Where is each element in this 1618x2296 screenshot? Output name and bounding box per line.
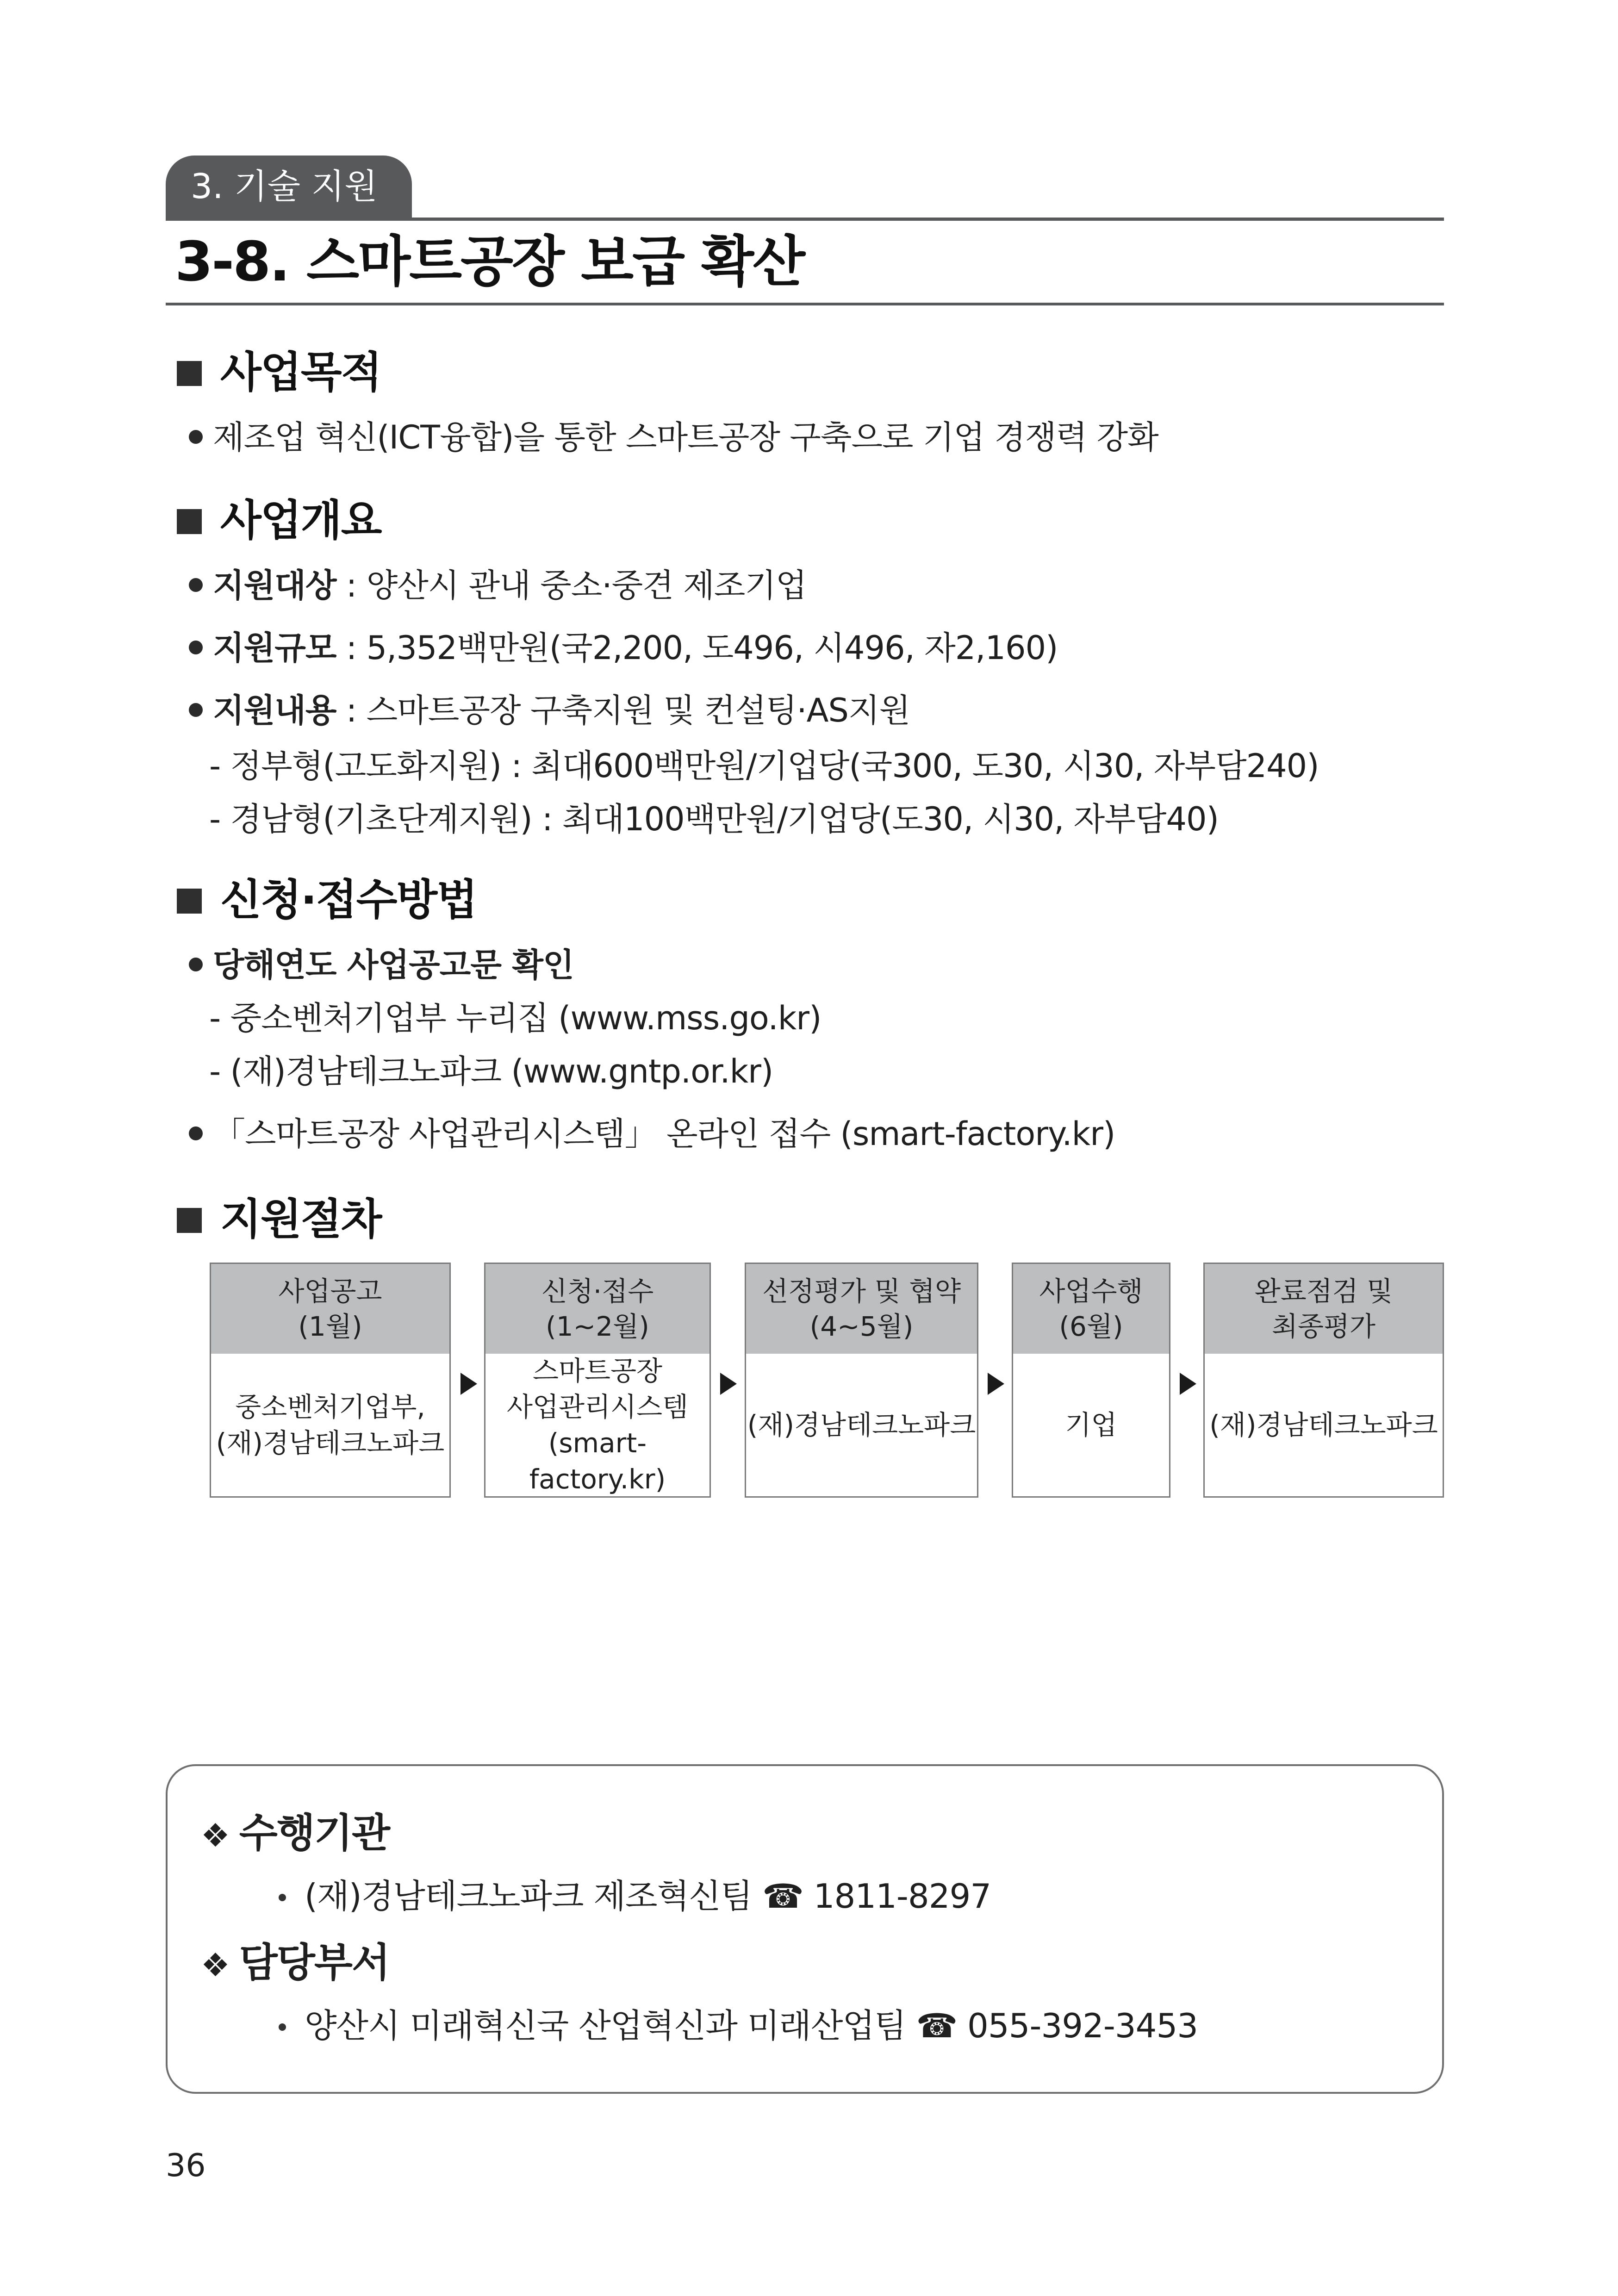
step-period: 최종평가 xyxy=(1271,1311,1376,1342)
page-title: 3-8. 스마트공장 보급 확산 xyxy=(175,230,804,293)
step-org: 기업 xyxy=(1065,1409,1117,1441)
bullet-dot-icon xyxy=(279,1894,286,1901)
process-step-header xyxy=(1205,1264,1443,1354)
process-step-header xyxy=(485,1264,709,1354)
arrow-right-icon xyxy=(988,1373,1004,1395)
apply-bullet-notice xyxy=(189,940,574,990)
overview-content xyxy=(189,685,910,736)
step-title: 사업공고 xyxy=(278,1276,382,1307)
chapter-tab: 3. 기술 지원 xyxy=(166,156,412,218)
overview-sub-gyeongnam: - 경남형(기초단계지원) : 최대100백만원/기업당(도30, 시30, 자부담40) xyxy=(209,800,1219,838)
process-step-2 xyxy=(484,1263,711,1498)
purpose-item xyxy=(189,412,1158,463)
apply-online-text: 「스마트공장 사업관리시스템」 온라인 접수 (smart-factory.kr) xyxy=(213,1115,1115,1153)
bullet-dot-icon xyxy=(189,578,203,592)
org-contact-text: (재)경남테크노파크 제조혁신팀 ☎ 1811-8297 xyxy=(305,1877,991,1916)
diamond-cluster-icon: ❖ xyxy=(201,1817,229,1854)
org-contact-line xyxy=(279,1871,991,1922)
arrow-right-icon xyxy=(461,1373,477,1395)
title-bottom-rule xyxy=(166,303,1444,305)
step-period: (6월) xyxy=(1059,1311,1123,1342)
step-title: 사업수행 xyxy=(1039,1276,1143,1307)
section-purpose-title: 사업목적 xyxy=(220,348,381,397)
section-overview-heading xyxy=(177,493,381,548)
overview-content-value: : 스마트공장 구축지원 및 컨설팅·AS지원 xyxy=(336,691,910,729)
section-apply-heading xyxy=(177,872,477,928)
overview-target-value: : 양산시 관내 중소·중견 제조기업 xyxy=(336,566,807,604)
overview-target xyxy=(189,560,807,611)
process-step-header xyxy=(1013,1264,1169,1354)
square-bullet-icon xyxy=(177,509,202,534)
section-overview-title: 사업개요 xyxy=(220,496,381,545)
process-step-body xyxy=(485,1354,709,1496)
apply-bullet-online xyxy=(189,1108,1115,1159)
square-bullet-icon xyxy=(177,889,202,914)
step-org: (재)경남테크노파크 xyxy=(747,1409,976,1441)
process-step-body xyxy=(211,1354,449,1496)
apply-notice-text: 당해연도 사업공고문 확인 xyxy=(213,946,574,984)
apply-sub-mss: - 중소벤처기업부 누리집 (www.mss.go.kr) xyxy=(209,999,821,1037)
process-step-body xyxy=(1013,1354,1169,1496)
process-step-body xyxy=(746,1354,977,1496)
step-org: 중소벤처기업부, xyxy=(235,1391,425,1423)
overview-scale xyxy=(189,622,1058,673)
step-org: 사업관리시스템 xyxy=(506,1391,689,1423)
bullet-dot-icon xyxy=(189,958,203,971)
section-process-heading xyxy=(177,1192,381,1247)
org-heading xyxy=(201,1808,389,1859)
apply-sub-gntp: - (재)경남테크노파크 (www.gntp.or.kr) xyxy=(209,1052,773,1090)
bullet-dot-icon xyxy=(189,703,203,717)
dept-contact-line xyxy=(279,2000,1198,2051)
title-top-rule xyxy=(166,218,1444,221)
page-number: 36 xyxy=(166,2147,206,2184)
overview-target-label: 지원대상 xyxy=(213,566,336,604)
process-step-header xyxy=(211,1264,449,1354)
diamond-cluster-icon: ❖ xyxy=(201,1946,229,1984)
step-org: (재)경남테크노파크 xyxy=(216,1427,445,1459)
bullet-dot-icon xyxy=(279,2023,286,2031)
section-purpose-heading xyxy=(177,345,381,400)
square-bullet-icon xyxy=(177,361,202,386)
step-period: (1월) xyxy=(298,1311,362,1342)
contact-box xyxy=(166,1764,1444,2094)
bullet-dot-icon xyxy=(189,430,203,444)
overview-sub-government: - 정부형(고도화지원) : 최대600백만원/기업당(국300, 도30, 시30, 자부담240) xyxy=(209,747,1319,785)
org-heading-text: 수행기관 xyxy=(239,1810,390,1856)
process-step-header xyxy=(746,1264,977,1354)
step-org: 스마트공장 xyxy=(532,1355,663,1387)
process-step-body xyxy=(1205,1354,1443,1496)
section-process-title: 지원절차 xyxy=(220,1195,381,1244)
step-title: 선정평가 및 협약 xyxy=(762,1276,961,1307)
dept-contact-text: 양산시 미래혁신국 산업혁신과 미래산업팀 ☎ 055-392-3453 xyxy=(305,2006,1198,2045)
step-org: (재)경남테크노파크 xyxy=(1209,1409,1438,1441)
bullet-dot-icon xyxy=(189,641,203,654)
bullet-dot-icon xyxy=(189,1126,203,1140)
dept-heading xyxy=(201,1937,389,1988)
process-step-3 xyxy=(745,1263,978,1498)
step-org: (smart-factory.kr) xyxy=(529,1427,666,1495)
purpose-text: 제조업 혁신(ICT융합)을 통한 스마트공장 구축으로 기업 경쟁력 강화 xyxy=(213,418,1158,456)
square-bullet-icon xyxy=(177,1208,202,1233)
step-title: 완료점검 및 xyxy=(1254,1276,1393,1307)
overview-scale-value: : 5,352백만원(국2,200, 도496, 시496, 자2,160) xyxy=(336,629,1058,667)
arrow-right-icon xyxy=(1180,1373,1196,1395)
process-step-5 xyxy=(1203,1263,1444,1498)
step-title: 신청·접수 xyxy=(541,1276,654,1307)
section-apply-title: 신청·접수방법 xyxy=(220,875,477,925)
process-step-4 xyxy=(1012,1263,1170,1498)
step-period: (4~5월) xyxy=(809,1311,914,1342)
dept-heading-text: 담당부서 xyxy=(239,1940,390,1986)
arrow-right-icon xyxy=(720,1373,737,1395)
overview-scale-label: 지원규모 xyxy=(213,629,336,667)
step-period: (1~2월) xyxy=(546,1311,649,1342)
overview-content-label: 지원내용 xyxy=(213,691,336,729)
process-step-1 xyxy=(210,1263,451,1498)
